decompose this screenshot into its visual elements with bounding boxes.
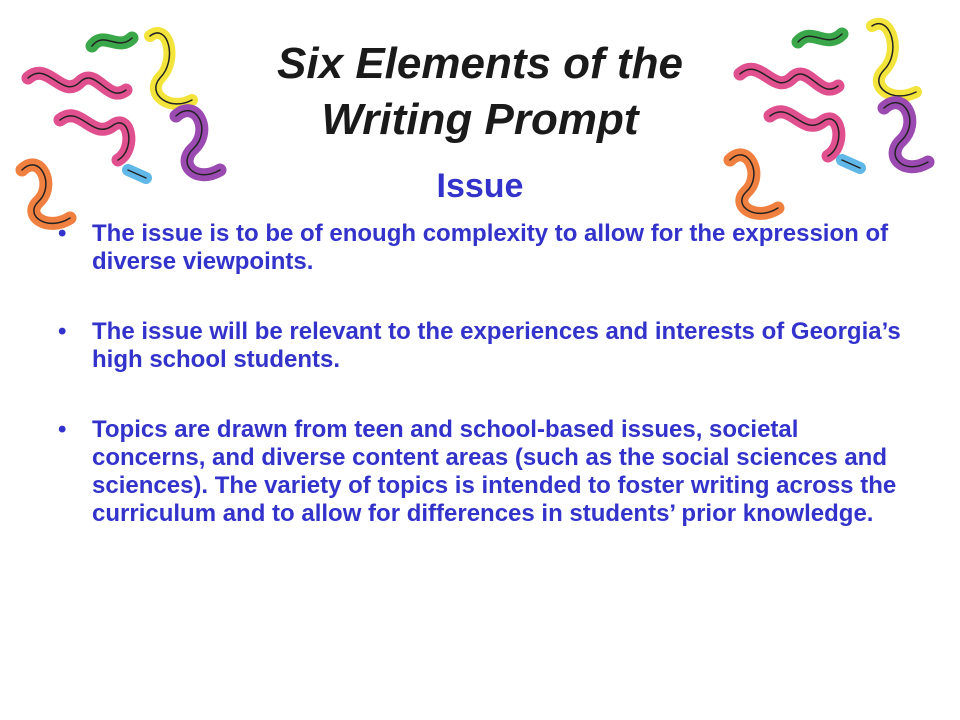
bullet-marker: • [58, 220, 67, 247]
bullet-marker: • [58, 318, 67, 345]
bullet-marker: • [58, 416, 67, 443]
streamer-orange-right [730, 155, 778, 214]
bullet-item [58, 318, 908, 374]
bullet-item [58, 416, 908, 528]
streamer-yellow-right [872, 24, 916, 96]
bullet-text: The issue will be relevant to the experiences and interests of Georgia’s high school students. [92, 318, 901, 373]
bullet-text: Topics are drawn from teen and school-based issues, societal concerns, and diverse content areas (such as the social sciences and sciences). The variety of topics is intended to foster writing across the curriculum and to allow for differences in students’ prior knowledge. [92, 416, 897, 527]
slide-subtitle: Issue [436, 167, 524, 205]
slide-title: Six Elements of the Writing Prompt [277, 39, 683, 144]
streamer-pink-left [28, 73, 126, 93]
streamer-orange-left [22, 165, 70, 224]
bullet-text: The issue is to be of enough complexity to allow for the expression of diverse viewpoints. [92, 220, 889, 275]
bullet-list [58, 220, 908, 570]
bullet-item [58, 220, 908, 276]
